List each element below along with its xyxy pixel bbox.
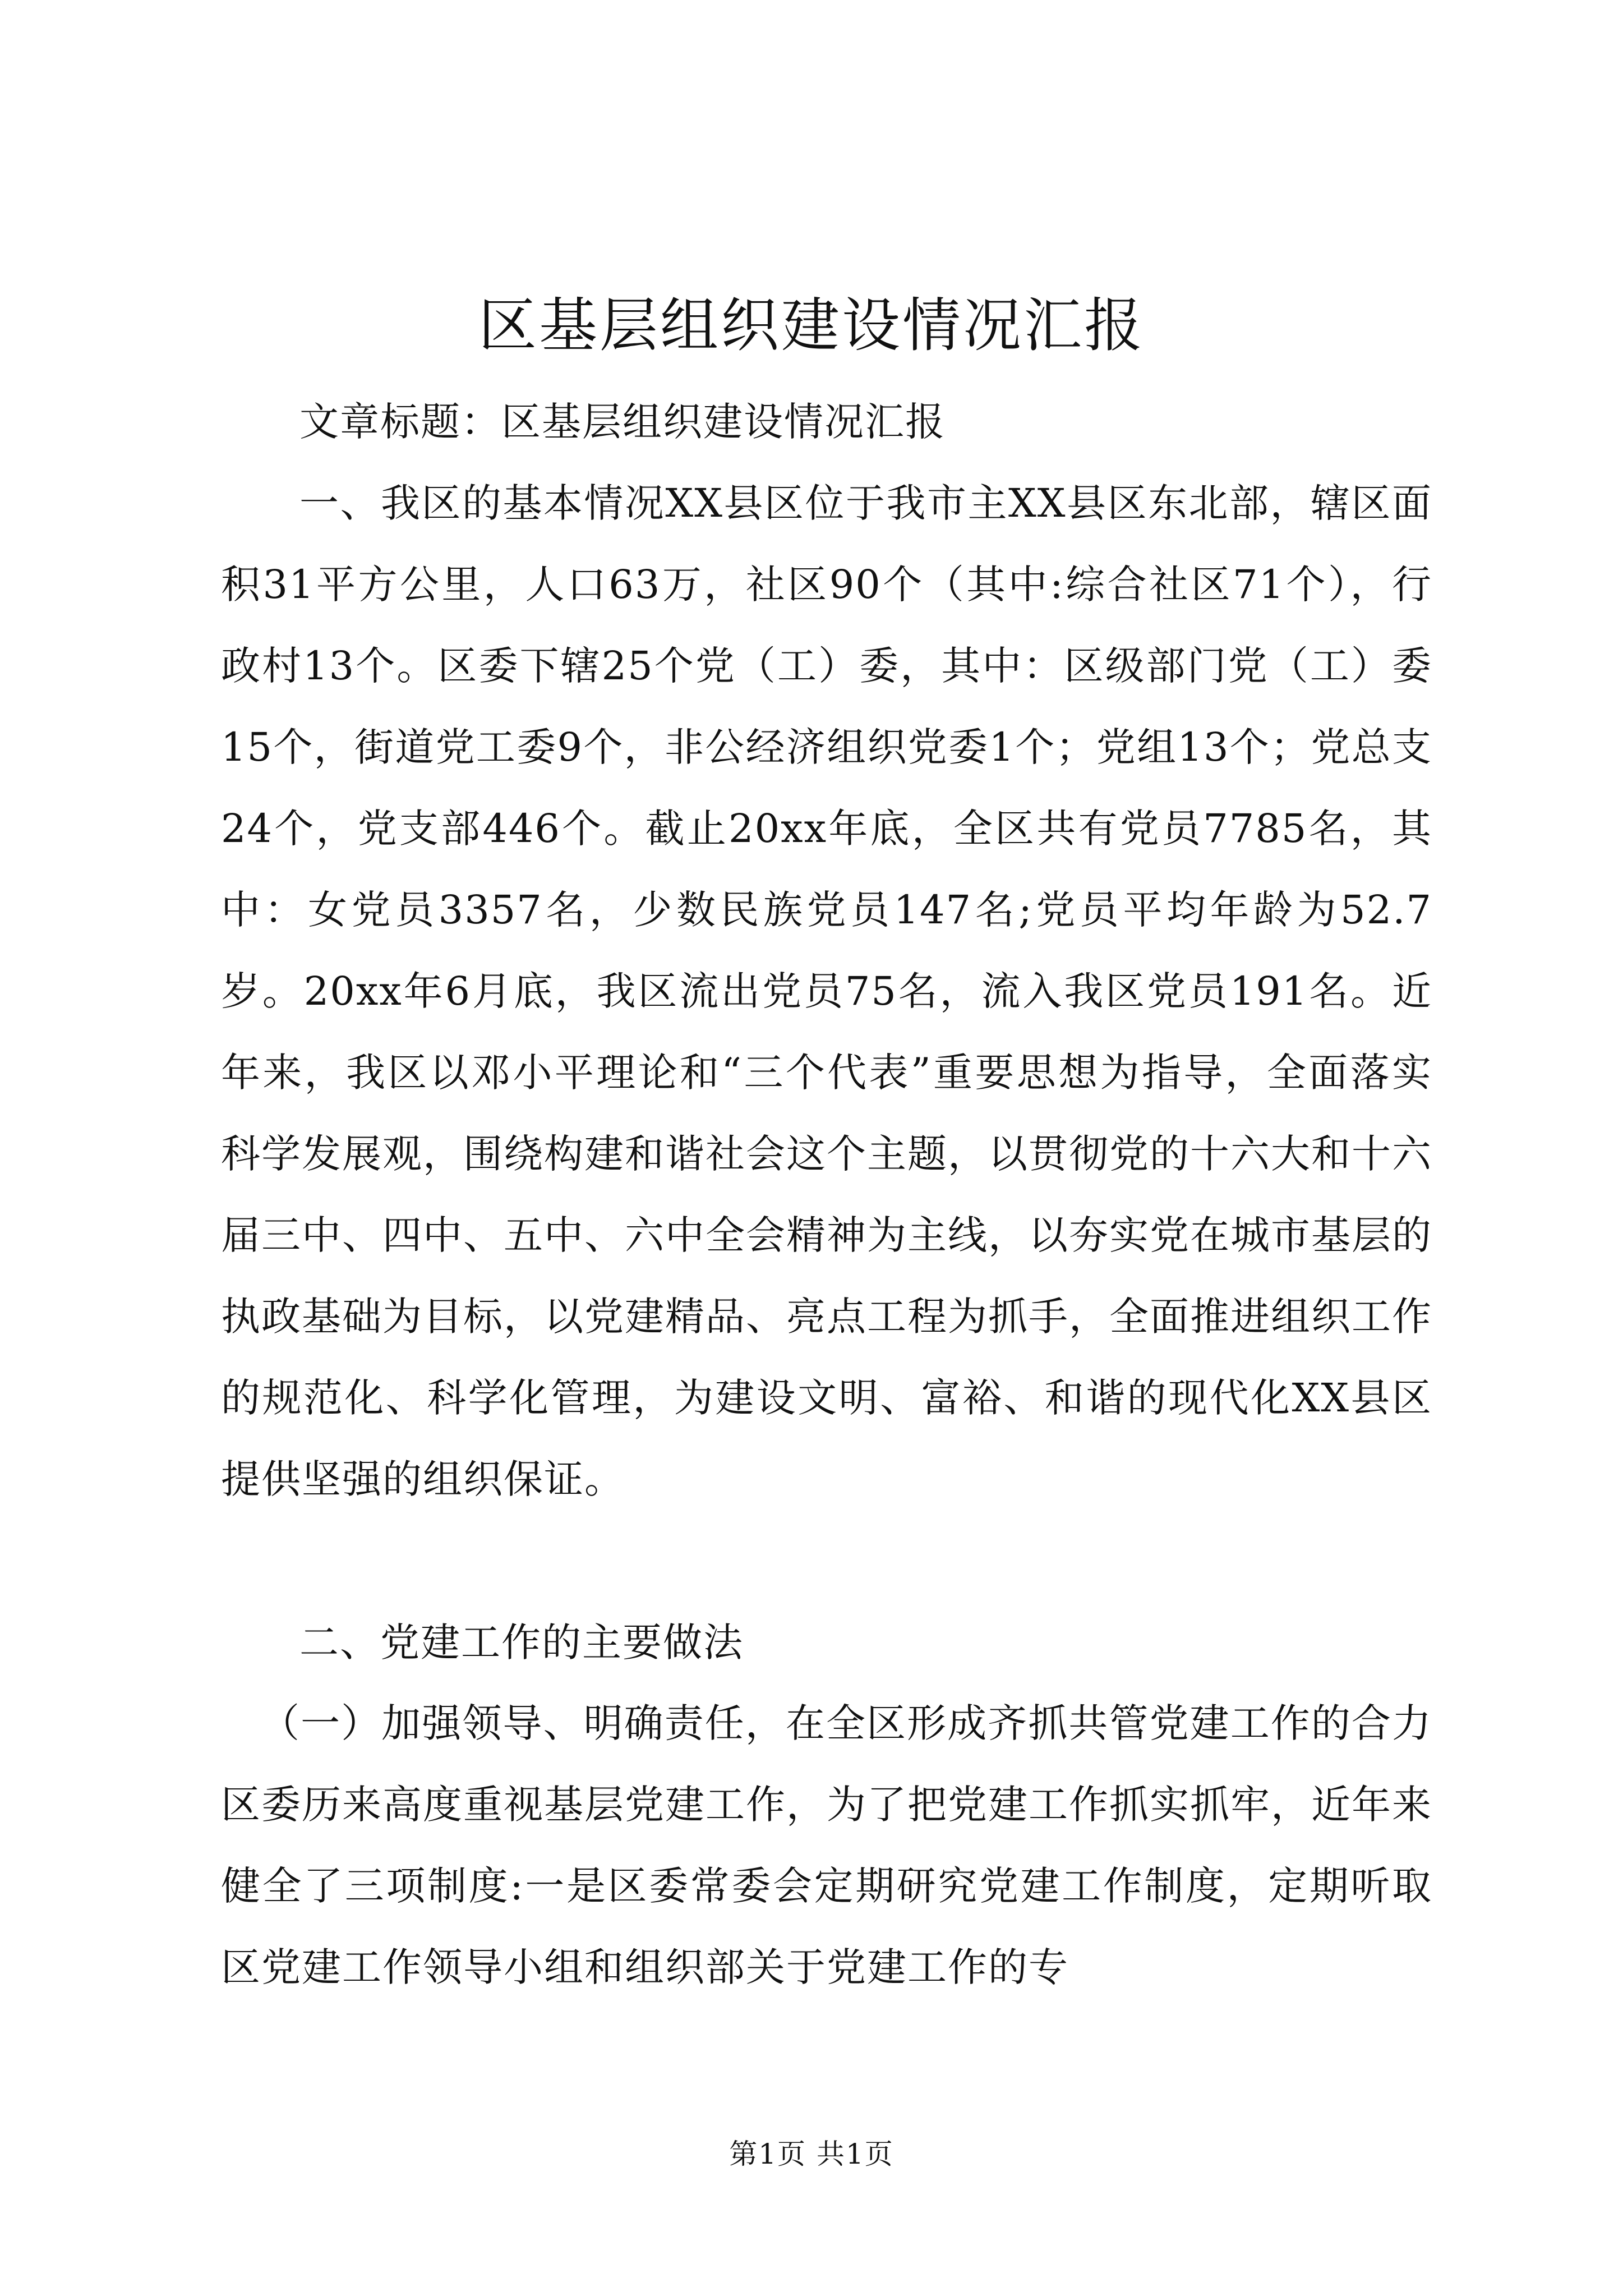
document-title: 区基层组织建设情况汇报: [478, 291, 1145, 360]
paragraph-subsection-one: （一）加强领导、明确责任，在全区形成齐抓共管党建工作的合力区委历来高度重视基层党建工作，为了把党建工作抓实抓牢，近年来健全了三项制度:一是区委常委会定期研究党建工作制度，定期听取区党建工作领导小组和组织部关于党建工作的专: [221, 1700, 1432, 1990]
section-two-heading: 二、党建工作的主要做法: [299, 1619, 744, 1665]
article-title-line: 文章标题：区基层组织建设情况汇报: [299, 399, 946, 445]
page-footer: 第1页 共1页: [729, 2138, 894, 2170]
paragraph-basic-situation: 一、我区的基本情况XX县区位于我市主XX县区东北部，辖区面积31平方公里，人口63万，社区90个（其中:综合社区71个），行政村13个。区委下辖25个党（工）委，其中：区级部门党（工）委15个，街道党工委9个，非公经济组织党委1个；党组13个；党总支24个，党支部446个。截止20xx年底，全区共有党员7785名，其中：女党员3357名，少数民族党员147名;党员平均年龄为52.7岁。20xx年6月底，我区流出党员75名，流入我区党员191名。近年来，我区以邓小平理论和“三个代表”重要思想为指导，全面落实科学发展观，围绕构建和谐社会这个主题，以贯彻党的十六大和十六届三中、四中、五中、六中全会精神为主线，以夯实党在城市基层的执政基础为目标，以党建精品、亮点工程为抓手，全面推进组织工作的规范化、科学化管理，为建设文明、富裕、和谐的现代化XX县区提供坚强的组织保证。: [221, 480, 1432, 1502]
